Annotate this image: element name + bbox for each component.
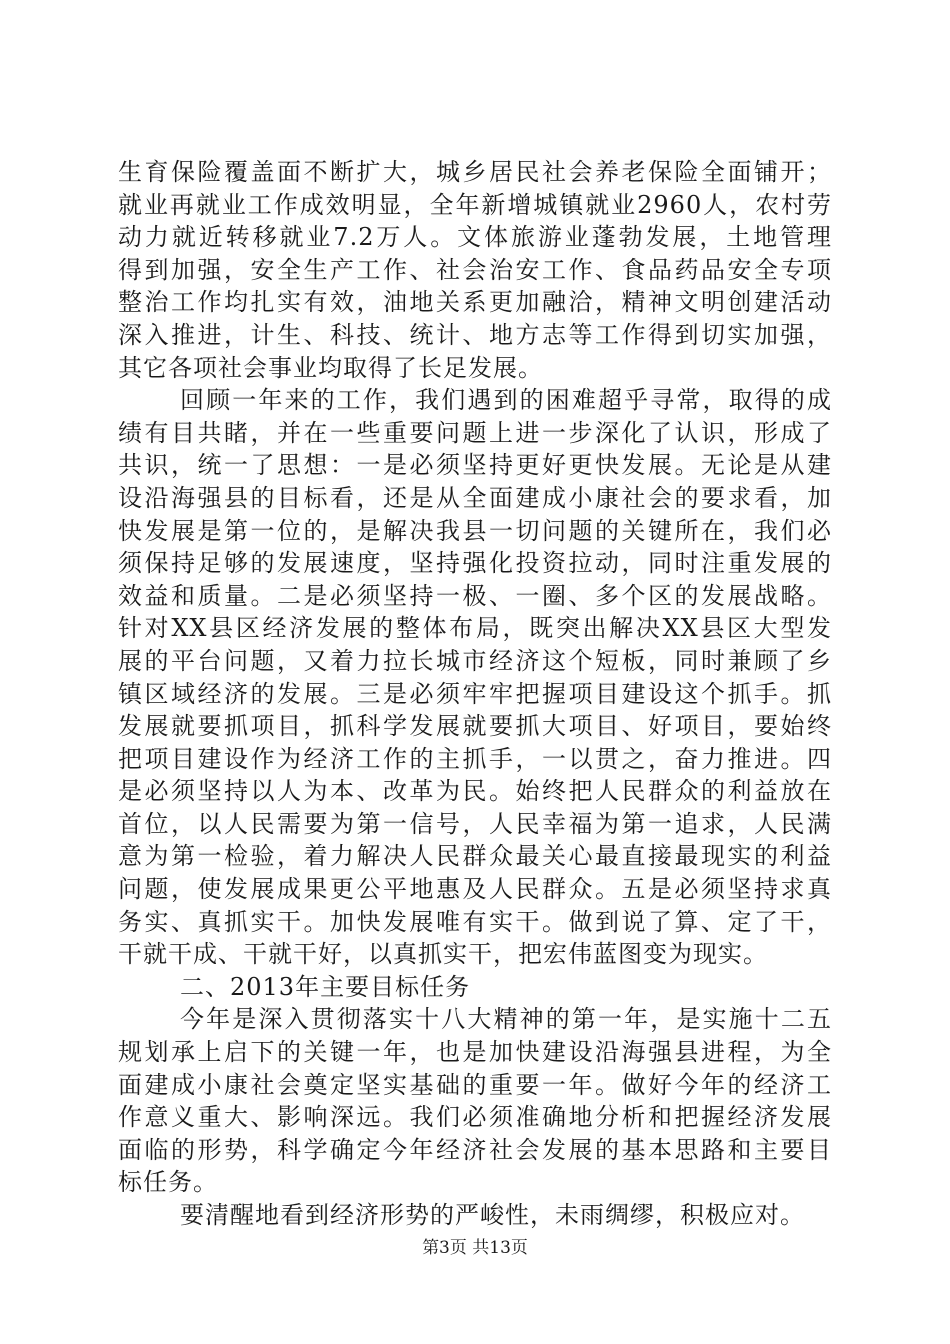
text-line: 镇区域经济的发展。三是必须牢牢把握项目建设这个抓手。抓 <box>118 679 832 708</box>
page-footer: 第3页 共13页 <box>422 1238 528 1258</box>
text-line: 是必须坚持以人为本、改革为民。始终把人民群众的利益放在 <box>118 777 832 806</box>
text-line: 务实、真抓实干。加快发展唯有实干。做到说了算、定了干， <box>118 907 832 936</box>
text-line: 面临的形势，科学确定今年经济社会发展的基本思路和主要目 <box>118 1135 832 1164</box>
text-line: 深入推进，计生、科技、统计、地方志等工作得到切实加强， <box>118 320 832 349</box>
section-heading: 二、2013年主要目标任务 <box>180 972 471 1001</box>
text-line: 生育保险覆盖面不断扩大，城乡居民社会养老保险全面铺开； <box>118 158 832 186</box>
text-line: 干就干成、干就干好，以真抓实干，把宏伟蓝图变为现实。 <box>118 940 768 969</box>
text-line: 整治工作均扎实有效，油地关系更加融洽，精神文明创建活动 <box>118 288 832 317</box>
text-line: 要清醒地看到经济形势的严峻性，未雨绸缪，积极应对。 <box>180 1201 805 1229</box>
text-line: 得到加强，安全生产工作、社会治安工作、食品药品安全专项 <box>118 255 832 284</box>
text-line: 快发展是第一位的，是解决我县一切问题的关键所在，我们必 <box>118 516 832 545</box>
text-line: 发展就要抓项目，抓科学发展就要抓大项目、好项目，要始终 <box>118 712 832 741</box>
text-line: 标任务。 <box>118 1168 218 1197</box>
text-line: 面建成小康社会奠定坚实基础的重要一年。做好今年的经济工 <box>118 1070 832 1099</box>
text-line: 须保持足够的发展速度，坚持强化投资拉动，同时注重发展的 <box>118 549 832 578</box>
text-line: 今年是深入贯彻落实十八大精神的第一年，是实施十二五 <box>180 1005 832 1034</box>
text-line: 共识，统一了思想：一是必须坚持更好更快发展。无论是从建 <box>118 451 832 480</box>
text-line: 回顾一年来的工作，我们遇到的困难超乎寻常，取得的成 <box>180 386 832 415</box>
text-line: 意为第一检验，着力解决人民群众最关心最直接最现实的利益 <box>118 842 832 871</box>
text-line: 绩有目共睹，并在一些重要问题上进一步深化了认识，形成了 <box>118 418 832 447</box>
text-line: 效益和质量。二是必须坚持一极、一圈、多个区的发展战略。 <box>118 581 832 610</box>
text-line: 设沿海强县的目标看，还是从全面建成小康社会的要求看，加 <box>118 483 832 512</box>
text-line: 就业再就业工作成效明显，全年新增城镇就业2960人，农村劳 <box>118 190 832 219</box>
text-line: 首位，以人民需要为第一信号，人民幸福为第一追求，人民满 <box>118 809 832 838</box>
body-text <box>118 156 832 1232</box>
text-line: 动力就近转移就业7.2万人。文体旅游业蓬勃发展，土地管理 <box>118 223 832 252</box>
text-line: 把项目建设作为经济工作的主抓手，一以贯之，奋力推进。四 <box>118 744 832 773</box>
text-line: 针对XX县区经济发展的整体布局，既突出解决XX县区大型发 <box>118 614 832 643</box>
text-line: 其它各项社会事业均取得了长足发展。 <box>118 353 543 382</box>
text-line: 作意义重大、影响深远。我们必须准确地分析和把握经济发展 <box>118 1103 832 1132</box>
text-line: 规划承上启下的关键一年，也是加快建设沿海强县进程，为全 <box>118 1038 832 1067</box>
text-line: 展的平台问题，又着力拉长城市经济这个短板，同时兼顾了乡 <box>118 646 832 675</box>
text-line: 问题，使发展成果更公平地惠及人民群众。五是必须坚持求真 <box>118 875 832 904</box>
